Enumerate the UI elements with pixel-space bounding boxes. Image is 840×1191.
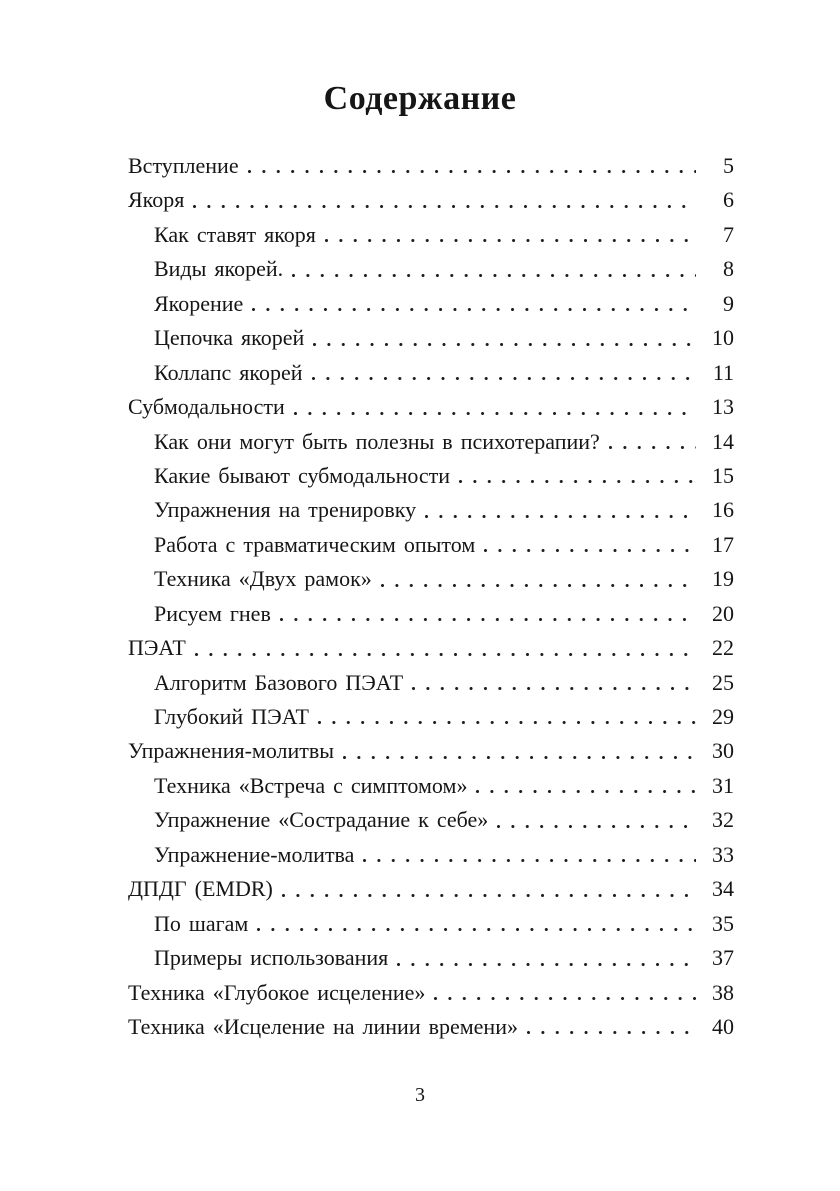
dot-leader [312, 356, 697, 390]
toc-entry [128, 872, 734, 906]
toc-entry [128, 562, 734, 596]
toc-entry [128, 528, 734, 562]
toc-entry-label: Упражнение «Сострадание к себе» [154, 807, 489, 833]
dot-leader [497, 803, 696, 837]
toc-entry-label: Якорение [154, 290, 244, 316]
toc-entry [128, 493, 734, 527]
toc-entry-page-number: 8 [723, 256, 734, 282]
toc-entry [128, 941, 734, 975]
toc-entry-label: Примеры использования [154, 945, 389, 971]
toc-entry-page-number: 17 [712, 531, 734, 557]
toc-entry-label: Работа с травматическим опытом [154, 531, 476, 557]
toc-entry-label: Какие бывают субмодальности [154, 462, 451, 488]
page-title: Содержание [323, 80, 517, 117]
dot-leader [292, 252, 696, 286]
toc-entry-label: Субмодальности [128, 394, 285, 420]
toc-entry [128, 803, 734, 837]
dot-leader [434, 976, 696, 1010]
toc-entry-label: Глубокий ПЭАТ [154, 704, 309, 729]
toc-entry-page-number: 34 [712, 876, 734, 902]
dot-leader [195, 631, 696, 665]
toc-entry-page-number: 37 [712, 945, 734, 971]
dot-leader [397, 941, 696, 975]
toc-entry-label: ДПДГ (EMDR) [128, 876, 273, 902]
toc-entry-page-number: 13 [712, 394, 734, 420]
toc-entry-page-number: 40 [712, 1013, 734, 1039]
toc-entry-page-number: 31 [712, 772, 734, 798]
toc-entry [128, 666, 734, 700]
toc-entry-label: Упражнения-молитвы [128, 738, 335, 764]
dot-leader [294, 390, 696, 424]
toc-entry [128, 252, 734, 286]
toc-entry-label: ПЭАТ [128, 635, 186, 661]
toc-entry-page-number: 35 [712, 910, 734, 936]
dot-leader [318, 700, 696, 734]
toc-entry-page-number: 7 [723, 221, 734, 247]
toc-entry-page-number: 15 [712, 462, 734, 488]
toc-entry-label: Рисуем гнев [154, 600, 271, 626]
dot-leader [282, 872, 696, 906]
toc-entry [128, 287, 734, 321]
toc-entry-page-number: 10 [712, 325, 734, 351]
toc-entry [128, 631, 734, 665]
toc-entry-page-number: 30 [712, 738, 734, 764]
toc-entry [128, 390, 734, 424]
toc-entry-label: По шагам [154, 910, 249, 936]
toc-entry [128, 218, 734, 252]
dot-leader [412, 666, 696, 700]
toc-entry [128, 459, 734, 493]
toc-entry-label: Цепочка якорей [154, 325, 305, 351]
toc-entry-label: Как ставят якоря [154, 221, 316, 247]
toc-entry [128, 976, 734, 1010]
toc-entry-label: Как они могут быть полезны в психотерапии? [154, 428, 600, 454]
toc-entry [128, 700, 734, 734]
dot-leader [459, 459, 696, 493]
toc-entry-page-number: 11 [712, 359, 734, 385]
dot-leader [248, 149, 696, 183]
toc-entry-page-number: 16 [712, 497, 734, 523]
toc-entry-label: Якоря [128, 187, 185, 213]
dot-leader [484, 528, 696, 562]
toc-entry-page-number: 5 [723, 153, 734, 178]
dot-leader [425, 493, 696, 527]
dot-leader [252, 287, 696, 321]
toc-entry-label: Техника «Встреча с симптомом» [154, 772, 468, 798]
dot-leader [476, 769, 696, 803]
toc-entry-page-number: 32 [712, 807, 734, 833]
dot-leader [325, 218, 696, 252]
toc-entry [128, 734, 734, 768]
toc-entry-label: Упражнения на тренировку [154, 497, 417, 523]
dot-leader [527, 1010, 696, 1044]
toc-entry-label: Алгоритм Базового ПЭАТ [154, 669, 404, 695]
toc-entry [128, 769, 734, 803]
toc-entry-page-number: 38 [712, 979, 734, 1005]
dot-leader [609, 425, 696, 459]
dot-leader [313, 321, 696, 355]
toc-entry-label: Техника «Двух рамок» [154, 566, 372, 592]
toc-entry [128, 183, 734, 217]
page-number: 3 [415, 1084, 425, 1106]
toc-entry-page-number: 20 [712, 600, 734, 626]
toc-entry-label: Техника «Исцеление на линии времени» [128, 1013, 518, 1039]
toc-entry [128, 907, 734, 941]
toc-entry [128, 838, 734, 872]
toc-entry-label: Техника «Глубокое исцеление» [128, 979, 426, 1005]
toc-entry-page-number: 29 [712, 704, 734, 729]
toc-entry-label: Виды якорей. [154, 256, 284, 282]
toc-entry-page-number: 19 [712, 566, 734, 592]
dot-leader [343, 734, 696, 768]
toc-entry [128, 356, 734, 390]
dot-leader [381, 562, 696, 596]
toc-entry [128, 425, 734, 459]
dot-leader [280, 597, 696, 631]
toc-entry [128, 597, 734, 631]
toc-entry [128, 1010, 734, 1044]
toc-entry-page-number: 33 [712, 841, 734, 867]
toc-entry-label: Упражнение-молитва [154, 841, 355, 867]
dot-leader [193, 183, 696, 217]
toc-entry-page-number: 14 [712, 428, 734, 454]
toc-entry-label: Вступление [128, 153, 239, 178]
toc-entry [128, 321, 734, 355]
toc-entry-label: Коллапс якорей [154, 359, 303, 385]
toc-entry [128, 149, 734, 183]
dot-leader [257, 907, 696, 941]
toc-entry-page-number: 9 [723, 290, 734, 316]
toc-list [128, 149, 734, 1044]
toc-entry-page-number: 6 [723, 187, 734, 213]
dot-leader [363, 838, 696, 872]
toc-entry-page-number: 25 [712, 669, 734, 695]
toc-entry-page-number: 22 [712, 635, 734, 661]
